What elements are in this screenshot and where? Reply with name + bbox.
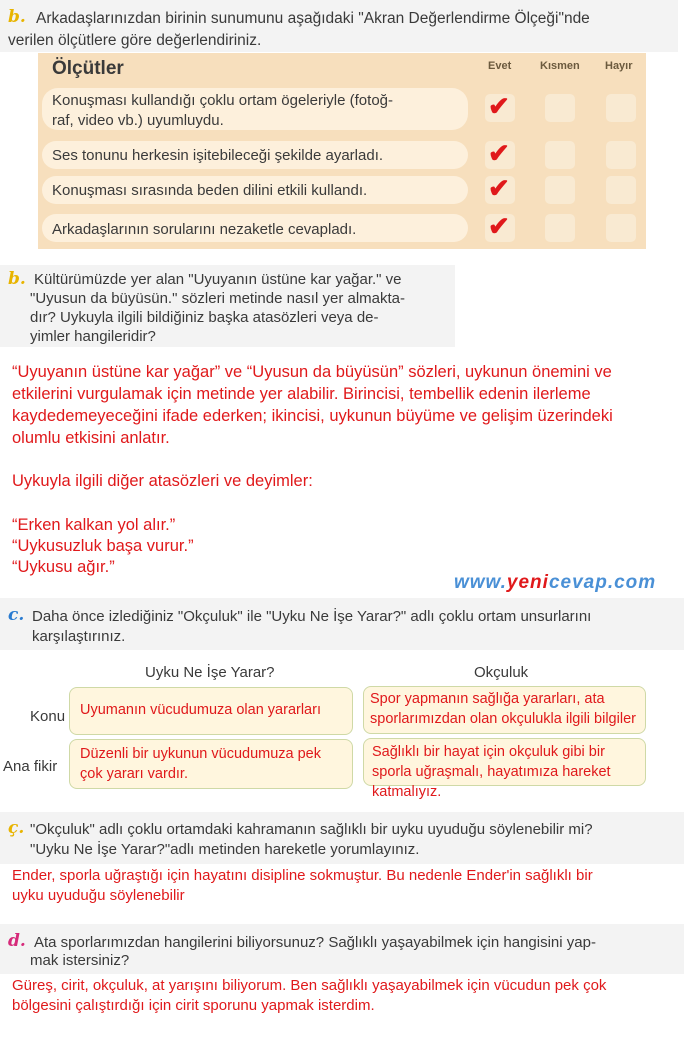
proverb-item: “Uykusuzluk başa vurur.” <box>12 537 194 555</box>
proverb-item: “Uykusu ağır.” <box>12 558 115 576</box>
checkbox-row3-kismen[interactable] <box>545 176 575 204</box>
fikir-uyku-box <box>69 739 353 789</box>
question-b1-line2: verilen ölçütlere göre değerlendiriniz. <box>8 32 262 49</box>
answer-b2-line4: olumlu etkisini anlatır. <box>12 429 170 447</box>
answer-b2-line3: kaydedemeyeceğini ifade ederken; ikincisi, uykunun büyüme ve gelişim üzerindeki <box>12 407 613 425</box>
fikir-okculuk-line2: sporla uğraşmalı, hayatımıza hareket <box>372 764 611 780</box>
konu-uyku-box <box>69 687 353 735</box>
konu-okculuk-line1: Spor yapmanın sağlığa yararları, ata <box>370 691 605 707</box>
question-b2-line1: Kültürümüzde yer alan "Uyuyanın üstüne kar yağar." ve <box>34 271 402 288</box>
checkbox-row3-hayir[interactable] <box>606 176 636 204</box>
check-mark-icon: ✔ <box>488 91 510 121</box>
question-b2-line2: "Uyusun da büyüsün." sözleri metinde nasıl yer almakta- <box>30 290 405 307</box>
check-mark-icon: ✔ <box>488 138 510 168</box>
criteria-row-3-text: Konuşması sırasında beden dilini etkili kullandı. <box>52 182 368 199</box>
question-b2-line3: dır? Uykuyla ilgili bildiğiniz başka atasözleri veya de- <box>30 309 379 326</box>
question-d-line1: Ata sporlarımızdan hangilerini biliyorsunuz? Sağlıklı yaşayabilmek için hangisini yap- <box>34 934 596 951</box>
section-marker-c: c. <box>8 605 25 625</box>
fikir-uyku-line1: Düzenli bir uykunun vücudumuza pek <box>80 746 321 762</box>
question-cc-line1: "Okçuluk" adlı çoklu ortamdaki kahramanın sağlıklı bir uyku uyuduğu söylenebilir mi? <box>30 821 593 838</box>
check-mark-icon: ✔ <box>488 173 510 203</box>
section-marker-cc: ç. <box>8 818 25 838</box>
section-marker-d: d. <box>8 931 26 951</box>
criteria-row-2-text: Ses tonunu herkesin işitebileceği şekilde ayarladı. <box>52 147 384 164</box>
column-head-okculuk: Okçuluk <box>474 664 529 681</box>
answer-b2-line2: etkilerini vurgulamak için metinde yer alabilir. Birincisi, tembellik edenin ilerleme <box>12 385 591 403</box>
checkbox-row2-hayir[interactable] <box>606 141 636 169</box>
answer-cc-line2: uyku uyuduğu söylenebilir <box>12 887 185 904</box>
answer-d-line1: Güreş, cirit, okçuluk, at yarışını biliyorum. Ben sağlıklı yaşayabilmek için vücudun pek çok <box>12 977 607 994</box>
fikir-okculuk-line1: Sağlıklı bir hayat için okçuluk gibi bir <box>372 744 605 760</box>
proverb-item: “Erken kalkan yol alır.” <box>12 516 176 534</box>
checkbox-row1-kismen[interactable] <box>545 94 575 122</box>
answer-d-line2: bölgesini çalıştırdığı için cirit sporunu yapmak isterdim. <box>12 997 375 1014</box>
konu-okculuk-line2: sporlarımızdan olan okçulukla ilgili bilgiler <box>370 711 636 727</box>
question-b1-line1: Arkadaşlarınızdan birinin sunumunu aşağıdaki "Akran Değerlendirme Ölçeği"nde <box>36 10 590 27</box>
question-c-line1: Daha önce izlediğiniz "Okçuluk" ile "Uyku Ne İşe Yarar?" adlı çoklu ortam unsurlarını <box>32 608 592 625</box>
answer-cc-line1: Ender, sporla uğraştığı için hayatını disipline sokmuştur. Bu nedenle Ender'in sağlıklı bir <box>12 867 593 884</box>
checkbox-row1-hayir[interactable] <box>606 94 636 122</box>
column-head-evet: Evet <box>488 60 512 72</box>
site-watermark: www.yenicevap.com <box>454 572 657 593</box>
checkbox-row4-kismen[interactable] <box>545 214 575 242</box>
criteria-row-1-line2: raf, video vb.) uyumluydu. <box>52 112 224 129</box>
check-mark-icon: ✔ <box>488 211 510 241</box>
fikir-okculuk-box <box>363 738 646 800</box>
section-marker-b2: b. <box>8 269 26 289</box>
row-label-ana-fikir: Ana fikir <box>3 758 58 775</box>
question-cc-line2: "Uyku Ne İşe Yarar?"adlı metinden hareketle yorumlayınız. <box>30 841 420 858</box>
answer-b2-line1: “Uyuyanın üstüne kar yağar” ve “Uyusun da büyüsün” sözleri, uykunun önemini ve <box>12 363 612 381</box>
checkbox-row2-kismen[interactable] <box>545 141 575 169</box>
fikir-okculuk-line3: katmalıyız. <box>372 784 442 800</box>
table-title: Ölçütler <box>52 58 124 79</box>
section-marker-b1: b. <box>8 7 26 27</box>
row-label-konu: Konu <box>30 708 66 725</box>
column-head-uyku: Uyku Ne İşe Yarar? <box>145 664 275 681</box>
fikir-uyku-line2: çok yararı vardır. <box>80 766 188 782</box>
checkbox-row4-hayir[interactable] <box>606 214 636 242</box>
question-c-line2: karşılaştırınız. <box>32 628 126 645</box>
column-head-kismen: Kısmen <box>540 60 580 72</box>
konu-uyku-text: Uyumanın vücudumuza olan yararları <box>80 702 321 718</box>
criteria-row-4-text: Arkadaşlarının sorularını nezaketle cevapladı. <box>52 221 357 238</box>
question-d-line2: mak istersiniz? <box>30 952 130 969</box>
column-head-hayir: Hayır <box>605 60 633 72</box>
criteria-row-1-line1: Konuşması kullandığı çoklu ortam ögeleriyle (fotoğ- <box>52 92 394 109</box>
question-b2-line4: yimler hangileridir? <box>30 328 156 345</box>
answer-b2-list-intro: Uykuyla ilgili diğer atasözleri ve deyimler: <box>12 472 313 490</box>
konu-okculuk-box <box>363 686 646 734</box>
